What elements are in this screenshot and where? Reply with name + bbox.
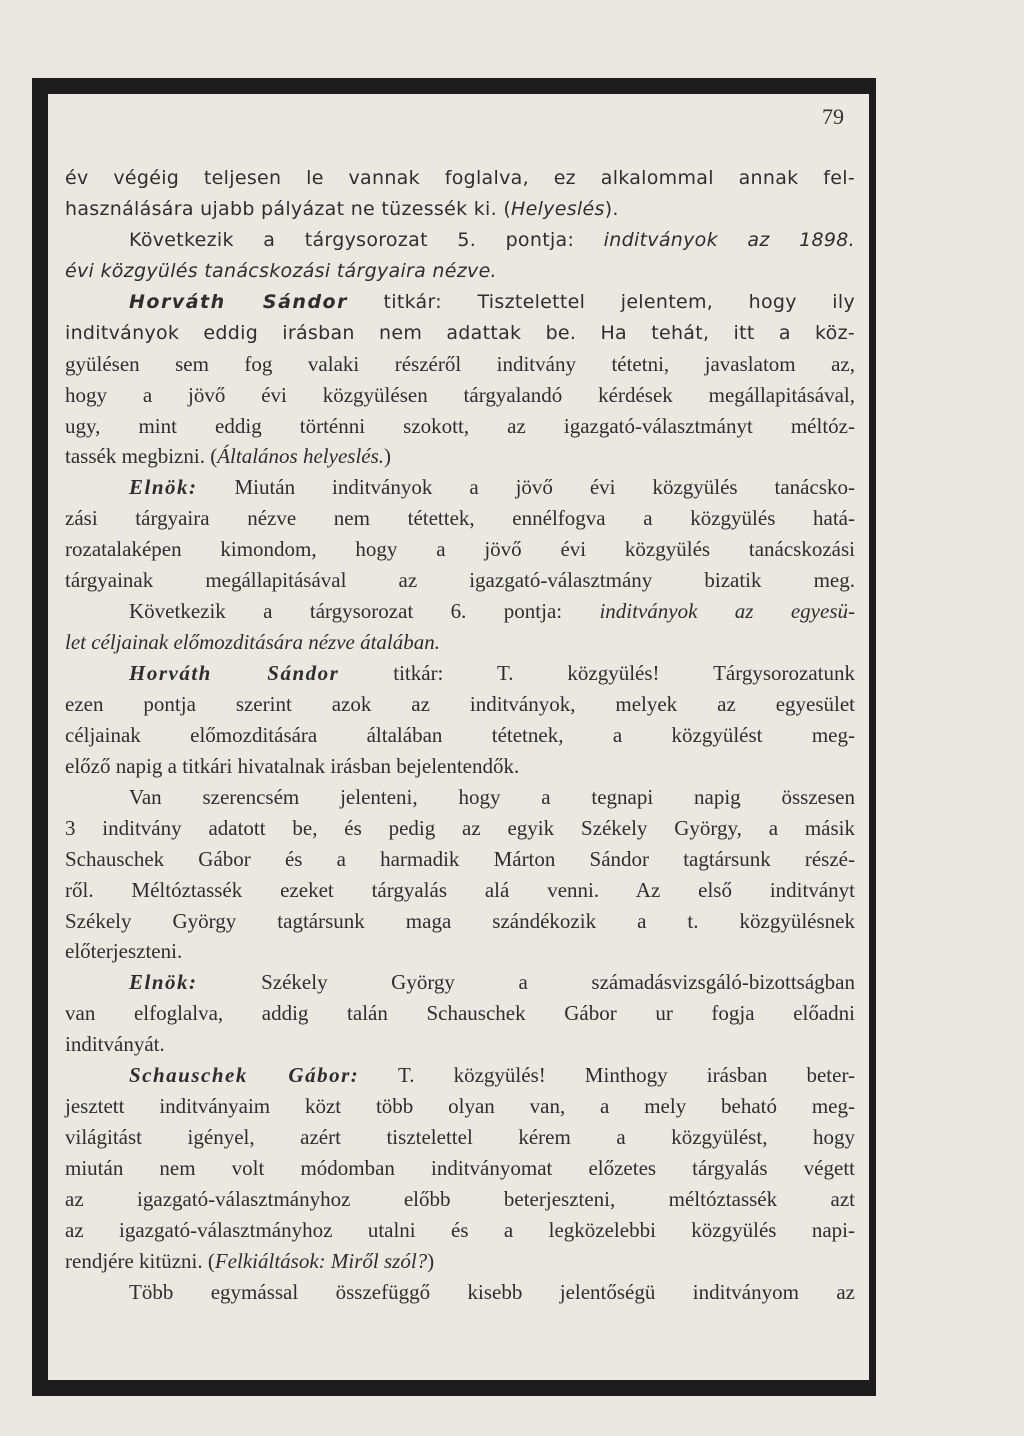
text-line: Elnök: Miután inditványok a jövő évi közgyülés tanácsko- xyxy=(129,475,855,500)
text-line: Következik a tárgysorozat 5. pontja: inditványok az 1898. xyxy=(129,228,856,251)
text-line: Elnök: Székely György a számadásvizsgáló-bizottságban xyxy=(129,970,855,995)
text-line: gyülésen sem fog valaki részéről inditvány tétetni, javaslatom az, xyxy=(65,351,855,376)
text-line: évi közgyülés tanácskozási tárgyaira nézve. xyxy=(65,259,497,282)
text-line: let céljainak előmozditására nézve átalában. xyxy=(65,630,441,655)
text-line: Horváth Sándor titkár: T. közgyülés! Tárgysorozatunk xyxy=(129,661,855,685)
text-line: világitást igényel, azért tisztelettel kérem a közgyülést, hogy xyxy=(65,1125,855,1150)
text-line: tassék megbizni. (Általános helyeslés.) xyxy=(65,444,392,469)
frame-left-border xyxy=(32,78,48,1396)
text-line: előterjeszteni. xyxy=(65,939,183,964)
text-line: hogy a jövő évi közgyülésen tárgyalandó kérdések megállapitásával, xyxy=(65,382,855,407)
speaker-name: Elnök: xyxy=(129,970,198,995)
text-line: inditványok eddig irásban nem adattak be. Ha tehát, itt a köz- xyxy=(65,321,855,344)
page-body-text xyxy=(65,163,855,1308)
text-line: rozatalaképen kimondom, hogy a jövő évi közgyülés tanácskozási xyxy=(65,537,855,562)
text-line: ről. Méltóztassék ezeket tárgyalás alá venni. Az első inditványt xyxy=(65,877,855,902)
text-line: az igazgató-választmányhoz utalni és a legközelebbi közgyülés napi- xyxy=(65,1217,855,1242)
frame-right-border xyxy=(869,78,876,1396)
page-number: 79 xyxy=(822,104,844,129)
text-line: tárgyainak megállapitásával az igazgató-választmány bizatik meg. xyxy=(65,568,855,593)
text-line: inditványát. xyxy=(65,1032,165,1057)
text-line: előző napig a titkári hivatalnak irásban bejelentendők. xyxy=(65,753,520,778)
text-line: Schauschek Gábor és a harmadik Márton Sándor tagtársunk részé- xyxy=(65,846,855,871)
speaker-name: Schauschek Gábor: xyxy=(129,1063,360,1088)
text-line: van elfoglalva, addig talán Schauschek Gábor ur fogja előadni xyxy=(65,1001,855,1026)
text-line: használására ujabb pályázat ne tüzessék ki. (Helyeslés). xyxy=(65,197,619,220)
text-line: év végéig teljesen le vannak foglalva, ez alkalommal annak fel- xyxy=(65,167,855,189)
speaker-name: Horváth Sándor xyxy=(129,290,348,313)
text-line: rendjére kitüzni. (Felkiáltások: Miről szól?) xyxy=(65,1248,435,1273)
text-line: zási tárgyaira nézve nem tétettek, ennélfogva a közgyülés hatá- xyxy=(65,506,855,531)
text-line: ezen pontja szerint azok az inditványok, melyek az egyesület xyxy=(65,691,855,716)
text-line: az igazgató-választmányhoz előbb beterjeszteni, méltóztassék azt xyxy=(65,1186,855,1211)
text-line: Székely György tagtársunk maga szándékozik a t. közgyülésnek xyxy=(65,908,855,933)
text-line: jesztett inditványaim közt több olyan van, a mely beható meg- xyxy=(65,1094,855,1119)
text-line: ugy, mint eddig történni szokott, az igazgató-választmányt méltóz- xyxy=(65,413,855,438)
text-line: Következik a tárgysorozat 6. pontja: inditványok az egyesü- xyxy=(129,599,855,624)
text-line: Van szerencsém jelenteni, hogy a tegnapi napig összesen xyxy=(129,784,855,809)
text-line: céljainak előmozditására általában tétetnek, a közgyülést meg- xyxy=(65,722,855,747)
text-line: 3 inditvány adatott be, és pedig az egyik Székely György, a másik xyxy=(65,815,855,840)
speaker-name: Elnök: xyxy=(129,475,198,500)
text-line: Schauschek Gábor: T. közgyülés! Minthogy irásban beter- xyxy=(129,1063,856,1088)
frame-top-border xyxy=(32,78,876,94)
text-line: miután nem volt módomban inditványomat előzetes tárgyalás végett xyxy=(65,1156,855,1180)
frame-bottom-border xyxy=(32,1380,876,1396)
text-line: Több egymással összefüggő kisebb jelentőségü inditványom az xyxy=(129,1279,855,1304)
speaker-name: Horváth Sándor xyxy=(129,661,340,685)
text-line: Horváth Sándor titkár: Tisztelettel jelentem, hogy ily xyxy=(129,290,855,313)
